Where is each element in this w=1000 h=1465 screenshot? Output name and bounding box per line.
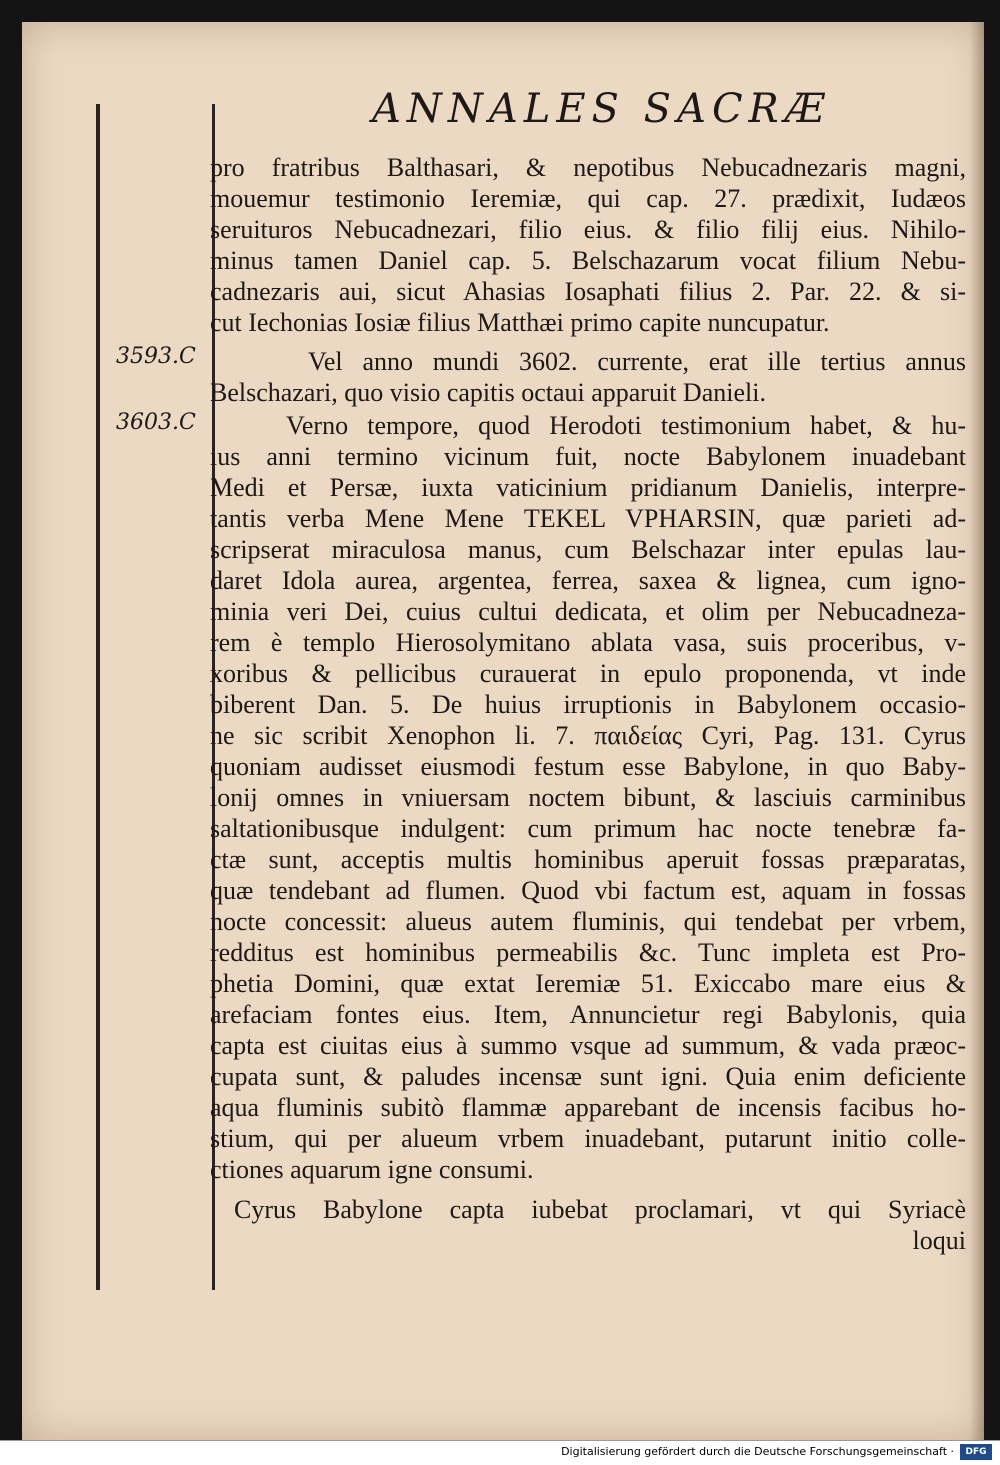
text-line: quæ tendebant ad flumen. Quod vbi factum est, aquam in fossas: [210, 876, 966, 905]
text-line: tantis verba Mene Mene TEKEL VPHARSIN, quæ parieti ad-: [210, 504, 966, 533]
text-line: minia veri Dei, cuius cultui dedicata, et olim per Nebucadneza-: [210, 597, 966, 626]
text-line: cut Iechonias Iosiæ filius Matthæi primo capite nuncupatur.: [210, 308, 830, 337]
text-line: minus tamen Daniel cap. 5. Belschazarum vocat filium Nebu-: [210, 246, 966, 275]
text-line: saltationibusque indulgent: cum primum hac nocte tenebræ fa-: [210, 814, 966, 843]
text-line: Belschazari, quo visio capitis octaui apparuit Danieli.: [210, 378, 766, 407]
text-line: ctiones aquarum igne consumi.: [210, 1155, 534, 1184]
text-line: nocte concessit: alueus autem fluminis, qui tendebat per vrbem,: [210, 907, 966, 936]
text-line: Vel anno mundi 3602. currente, erat ille tertius annus: [308, 347, 966, 376]
catchword: loqui: [912, 1226, 966, 1255]
text-line: Cyrus Babylone capta iubebat proclamari, vt qui Syriacè: [234, 1195, 966, 1224]
text-line: Verno tempore, quod Herodoti testimonium habet, & hu-: [286, 411, 966, 440]
margin-note: 3603.C: [116, 410, 196, 435]
text-line: pro fratribus Balthasari, & nepotibus Nebucadnezaris magni,: [210, 153, 966, 182]
text-line: ius anni termino vicinum fuit, nocte Babylonem inuadebant: [210, 442, 966, 471]
text-line: rem è templo Hierosolymitano ablata vasa, suis proceribus, v-: [210, 628, 966, 657]
text-line: daret Idola aurea, argentea, ferrea, saxea & lignea, cum igno-: [210, 566, 966, 595]
funding-notice: Digitalisierung gefördert durch die Deutsche Forschungsgemeinschaft ·: [561, 1445, 954, 1458]
text-line: scripserat miraculosa manus, cum Belschazar inter epulas lau-: [210, 535, 966, 564]
text-line: capta est ciuitas eius à summo vsque ad summum, & vada præoc-: [210, 1031, 966, 1060]
page-edge-shadow: [970, 22, 984, 1440]
dfg-logo-icon: DFG: [960, 1444, 992, 1460]
text-line: Medi et Persæ, iuxta vaticinium pridianum Danielis, interpre-: [210, 473, 966, 502]
text-line: mouemur testimonio Ieremiæ, qui cap. 27. prædixit, Iudæos: [210, 184, 966, 213]
text-line: ctæ sunt, acceptis multis hominibus aperuit fossas præparatas,: [210, 845, 966, 874]
text-line: seruituros Nebucadnezari, filio eius. & filio filij eius. Nihilo-: [210, 215, 966, 244]
text-line: aqua fluminis subitò flammæ apparebant de incensis facibus ho-: [210, 1093, 966, 1122]
outer-margin-rule: [96, 104, 100, 1290]
text-line: biberent Dan. 5. De huius irruptionis in Babylonem occasio-: [210, 690, 966, 719]
text-line: stium, qui per alueum vrbem inuadebant, putarunt initio colle-: [210, 1124, 966, 1153]
text-line: cupata sunt, & paludes incensæ sunt igni. Quia enim deficiente: [210, 1062, 966, 1091]
text-line: xoribus & pellicibus curauerat in epulo proponenda, vt inde: [210, 659, 966, 688]
text-line: redditus est hominibus permeabilis &c. Tunc impleta est Pro-: [210, 938, 966, 967]
margin-note: 3593.C: [116, 344, 196, 369]
text-line: cadnezaris aui, sicut Ahasias Iosaphati filius 2. Par. 22. & si-: [210, 277, 966, 306]
text-line: quoniam audisset eiusmodi festum esse Babylone, in quo Baby-: [210, 752, 966, 781]
digitization-footer: [0, 1440, 1000, 1465]
text-line: ne sic scribit Xenophon li. 7. παιδείας Cyri, Pag. 131. Cyrus: [210, 721, 966, 750]
running-title: ANNALES SACRÆ: [372, 86, 831, 132]
text-line: arefaciam fontes eius. Item, Annuncietur regi Babylonis, quia: [210, 1000, 966, 1029]
text-line: phetia Domini, quæ extat Ieremiæ 51. Exiccabo mare eius &: [210, 969, 966, 998]
text-line: lonij omnes in vniuersam noctem bibunt, & lasciuis carminibus: [210, 783, 966, 812]
